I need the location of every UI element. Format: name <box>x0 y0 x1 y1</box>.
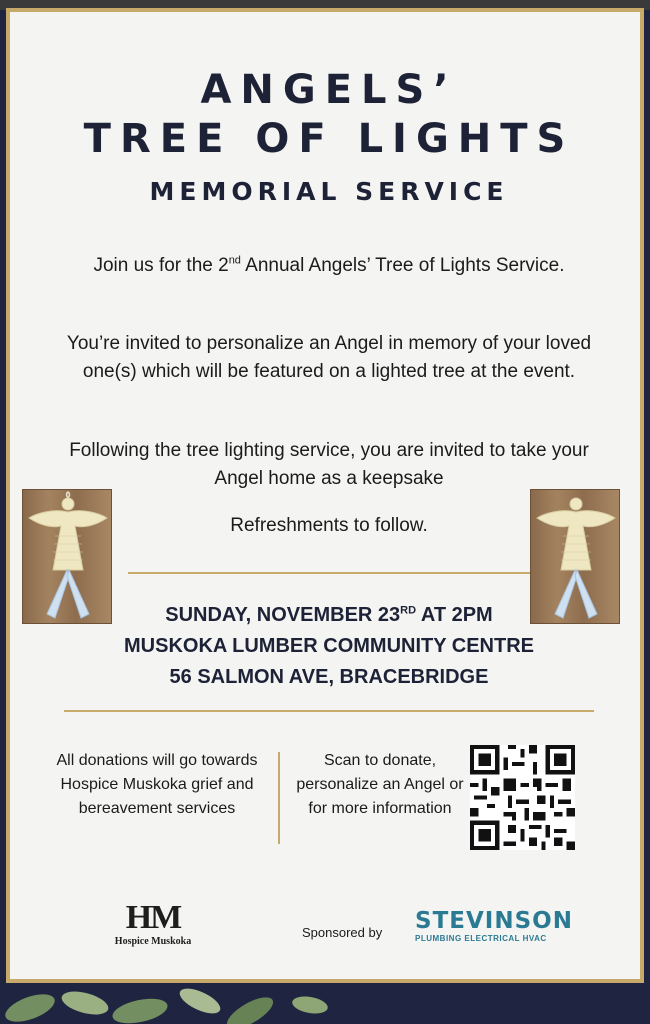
invite-paragraph: You’re invited to personalize an Angel in memory of your loved one(s) which will be featured on a lighted tree at the event. <box>66 333 592 382</box>
hospice-muskoka-logo <box>98 900 208 947</box>
refreshments-text: Refreshments to follow. <box>230 515 428 536</box>
divider-bottom <box>64 710 594 712</box>
subtitle: MEMORIAL SERVICE <box>149 177 509 206</box>
leaves-decoration <box>0 983 650 1024</box>
keepsake-paragraph: Following the tree lighting service, you are invited to take your Angel home as a keepsake <box>69 440 589 489</box>
title-line-2: TREE OF LIGHTS <box>83 116 575 162</box>
intro-paragraph: Join us for the 2nd Annual Angels’ Tree of Lights Service. <box>93 254 565 276</box>
stevinson-logo <box>415 908 585 943</box>
sponsor-services: PLUMBING ELECTRICAL HVAC <box>415 934 547 943</box>
sponsor-name: STEVINSON <box>415 908 573 934</box>
event-date: SUNDAY, NOVEMBER 23RD AT 2PM <box>165 604 493 626</box>
divider-top <box>128 572 530 574</box>
title-line-1: ANGELS’ <box>200 67 458 113</box>
sponsored-by-label: Sponsored by <box>302 925 383 940</box>
poster <box>6 8 644 983</box>
event-venue: MUSKOKA LUMBER COMMUNITY CENTRE <box>124 635 534 657</box>
donations-text: All donations will go towards Hospice Muskoka grief and bereavement services <box>56 752 258 817</box>
vertical-divider <box>278 752 280 844</box>
event-address: 56 SALMON AVE, BRACEBRIDGE <box>169 666 489 688</box>
qr-code[interactable] <box>470 745 575 850</box>
scan-text: Scan to donate, personalize an Angel or for more information <box>296 752 464 817</box>
hospice-mark: HM <box>125 899 181 936</box>
hospice-name: Hospice Muskoka <box>114 936 192 947</box>
